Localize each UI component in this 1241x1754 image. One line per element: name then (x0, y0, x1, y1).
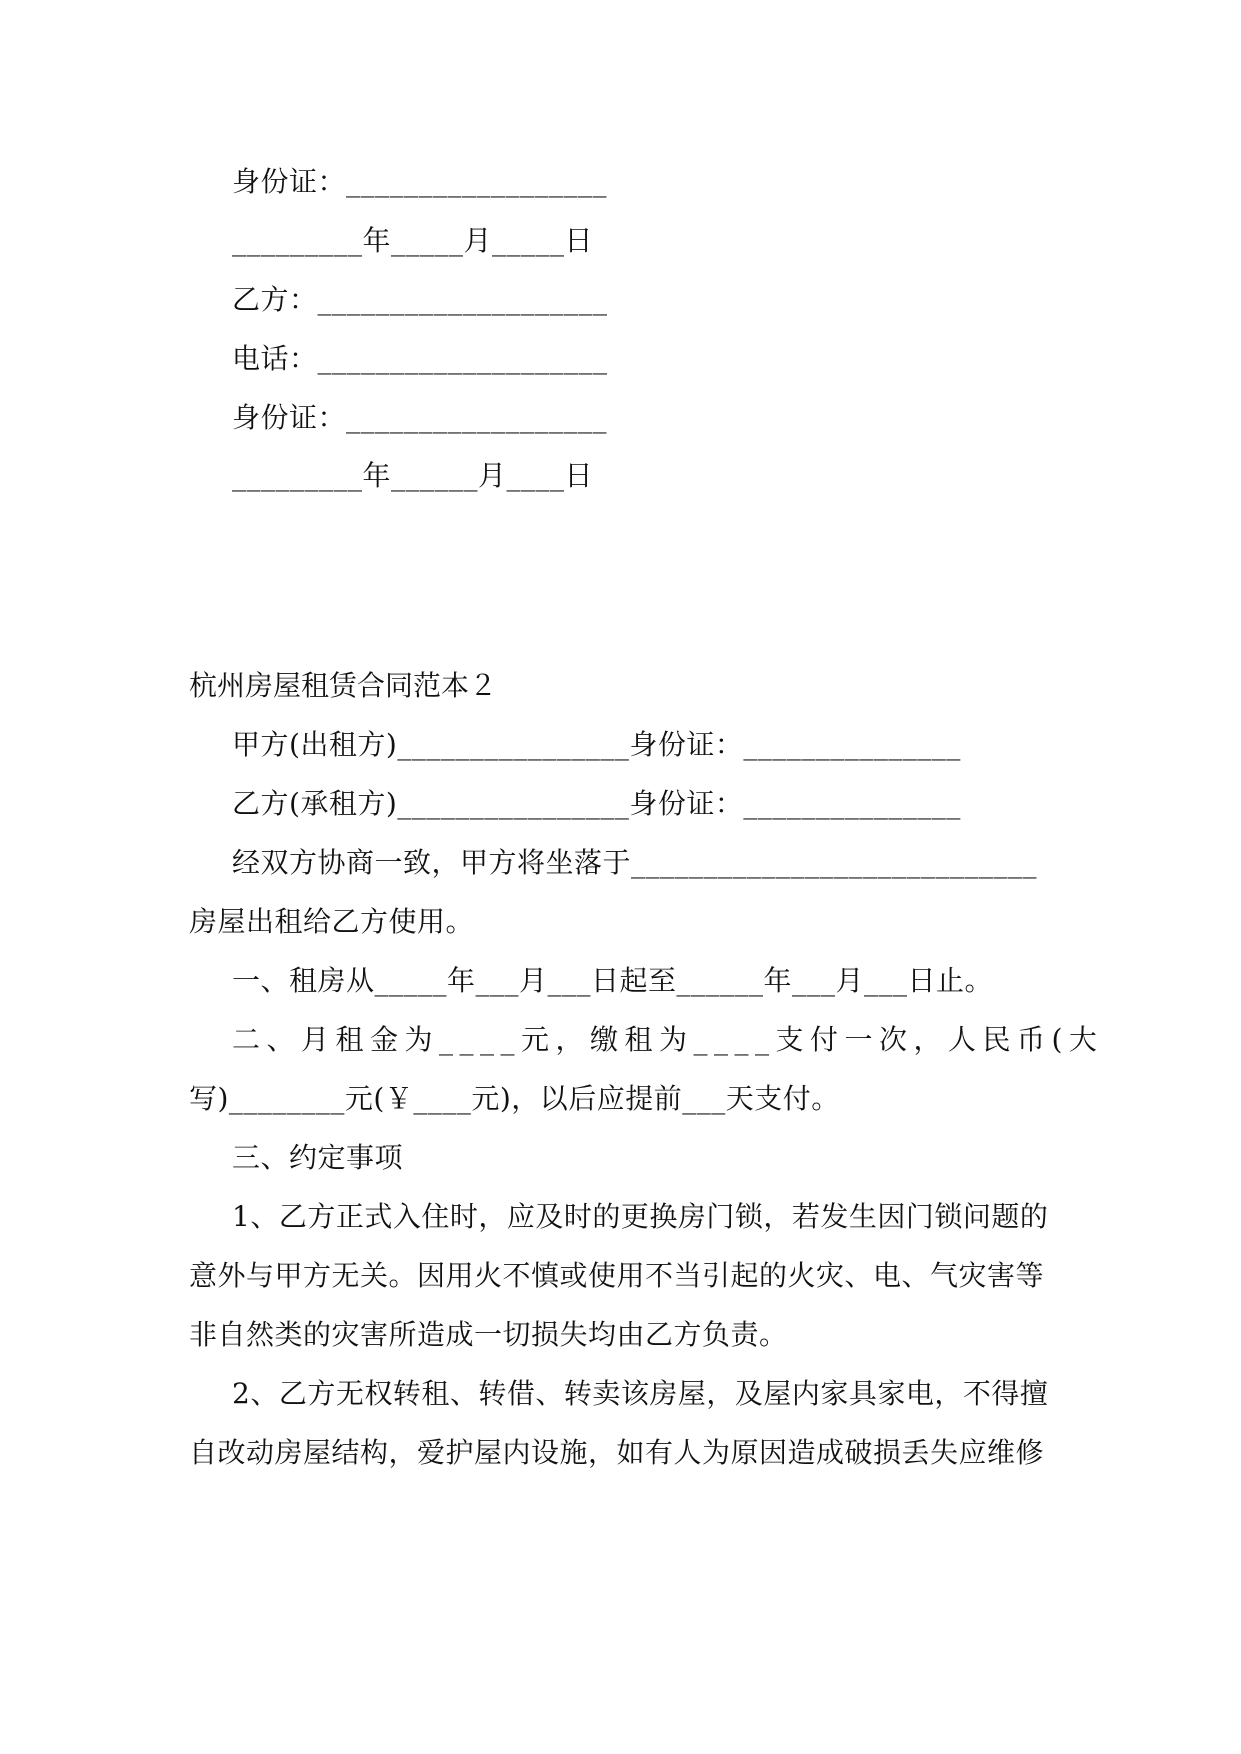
item-1-text: 1、乙方正式入住时，应及时的更换房门锁，若发生因门锁问题的 (232, 1200, 1049, 1233)
agreement-intro-cont: 房屋出租给乙方使用。 (189, 905, 475, 938)
party-b-date-line: _________年______月____日 (232, 459, 594, 492)
section-title: 杭州房屋租赁合同范本２ (189, 669, 498, 702)
clause-3-heading: 三、约定事项 (232, 1141, 404, 1174)
clause-1-lease-period: 一、租房从_____年___月___日起至______年___月___日止。 (232, 964, 994, 997)
item-2-text: 2、乙方无权转租、转借、转卖该房屋，及屋内家具家电，不得擅 (232, 1377, 1049, 1410)
item-2-text-cont: 自改动房屋结构，爱护屋内设施，如有人为原因造成破损丢失应维修 (189, 1436, 1045, 1469)
agreement-intro: 经双方协商一致，甲方将坐落于____________________________ (232, 846, 1038, 879)
item-1-text-cont: 意外与甲方无关。因用火不慎或使用不当引起的火灾、电、气灾害等 (189, 1259, 1045, 1292)
party-a-id-line: 身份证：__________________ (232, 165, 608, 198)
lessor-line: 甲方(出租方)________________身份证：_______________ (232, 728, 961, 761)
clause-2-rent-cont: 写)________元(￥____元)，以后应提前___天支付。 (189, 1082, 840, 1115)
item-1-text-cont-2: 非自然类的灾害所造成一切损失均由乙方负责。 (189, 1318, 788, 1351)
party-b-phone-line: 电话：____________________ (232, 342, 608, 375)
clause-2-rent: 二、月租金为____元，缴租为____支付一次，人民币(大 (232, 1023, 1104, 1056)
lessee-line: 乙方(承租方)________________身份证：_______________ (232, 787, 961, 820)
party-a-date-line: _________年_____月_____日 (232, 224, 594, 257)
party-b-line: 乙方：____________________ (232, 283, 608, 316)
party-b-id-line: 身份证：__________________ (232, 401, 608, 434)
